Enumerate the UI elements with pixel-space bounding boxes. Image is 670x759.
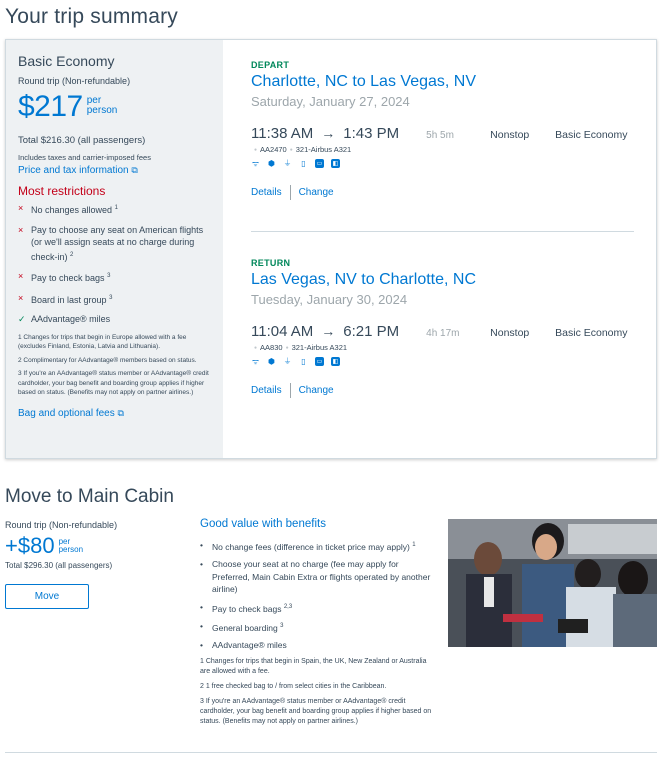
benefit-item [200,558,435,596]
power-icon: ⏚ [283,357,292,366]
tv-icon: ▭ [316,359,323,365]
per-label: per [86,95,102,106]
tv-icon: ▭ [316,161,323,167]
amenities [251,357,636,366]
arrival-time: 6:21 PM [343,323,400,340]
return-details-link[interactable]: Details [251,385,282,396]
return-label: RETURN [251,258,291,268]
check-icon: ✓ [18,314,26,324]
move-button[interactable]: Move [5,584,89,609]
main-cabin-benefits [200,518,435,732]
trip-type: Round trip (Non-refundable) [5,520,118,530]
benefit-item [200,639,435,652]
restriction-text: Pay to check bags [31,273,105,283]
footnote-ref: 1 [412,542,416,548]
return-change-link[interactable]: Change [298,385,334,396]
power-icon: ⏚ [283,159,292,168]
arrow-right-icon: → [321,323,336,339]
app-icon: ◧ [332,359,339,365]
departure-time: 11:04 AM [251,323,314,340]
divider [290,383,291,398]
aircraft: 321-Airbus A321 [295,145,352,154]
airline-logo-icon: ● [254,345,258,352]
benefit-text: Choose your seat at no charge (fee may apply for Preferred, Main Cabin Extra or flights operated by another airline) [212,559,431,595]
footnote: 3 If you're an AAdvantage® status member or AAdvantage® credit cardholder, your bag benefit and boarding group applies if higher based on status. (Benefits may not apply on partner airlines.) [18,370,209,396]
footnote-ref: 2 [70,251,74,258]
bullet: • [200,601,203,612]
cabin-passengers-image [448,519,657,647]
footnote-ref: 3 [280,623,284,630]
footnote-ref: 2,3 [283,603,293,610]
upgrade-total: Total $296.30 (all passengers) [5,561,113,570]
flight-number: AA2470 [260,145,287,154]
bag-fees-link-label: Bag and optional fees [18,407,115,419]
restriction-item [18,270,211,285]
depart-label: DEPART [251,60,290,70]
popup-icon: ⧉ [131,165,138,175]
price-tax-link[interactable] [18,165,211,176]
trip-type: Round trip (Non-refundable) [18,76,131,86]
restriction-text: AAdvantage® miles [31,314,111,324]
footnote: 2 1 free checked bag to / from select cities in the Caribbean. [200,682,387,690]
benefit-text: Pay to check bags [212,603,282,614]
phone-icon: ▯ [301,357,306,366]
popup-icon: ⧉ [117,407,124,418]
depart-change-link[interactable]: Change [298,187,334,198]
restriction-item [18,313,211,326]
depart-date: Saturday, January 27, 2024 [251,94,410,109]
x-icon: × [18,271,24,281]
restrictions-title: Most restrictions [18,184,106,198]
arrow-right-icon: → [321,125,336,141]
return-segment [251,258,636,398]
departure-time: 11:38 AM [251,125,314,142]
bullet: • [200,540,203,550]
depart-route: Charlotte, NC to Las Vegas, NV [251,73,476,90]
per-label: per [58,537,71,546]
benefit-item [200,601,435,615]
footnote: 3 If you're an AAdvantage® status member or AAdvantage® credit cardholder, your bag benefit and boarding group applies if higher based on status. (Benefits may not apply on partner airlines.) [200,697,432,725]
shield-icon: ⬢ [268,159,275,168]
restriction-item [18,292,211,307]
main-cabin-title: Move to Main Cabin [5,486,174,507]
person-label: person [58,545,84,554]
separator-dot: ● [285,345,289,352]
arrival-time: 1:43 PM [343,125,400,142]
benefit-text: General boarding [212,622,278,633]
benefits-list [200,539,435,652]
footnote: 2 Complimentary for AAdvantage® members based on status. [18,356,197,364]
flight-info [251,145,636,154]
fare-panel [6,40,223,458]
flight-number: AA830 [260,343,283,352]
cabin-class: Basic Economy [555,129,628,141]
depart-segment [251,60,636,200]
aircraft: 321-Airbus A321 [291,343,348,352]
bullet: • [200,621,203,632]
fare-name: Basic Economy [18,53,115,69]
depart-details-link[interactable]: Details [251,187,282,198]
segment-divider [251,231,634,232]
bullet: • [200,559,203,570]
stops: Nonstop [490,129,530,141]
price-tax-link-label: Price and tax information [18,165,129,176]
x-icon: × [18,292,24,303]
price-row [5,535,195,557]
per-person [87,96,118,116]
depart-actions [251,185,636,200]
main-cabin-price [5,520,195,609]
restrictions-list [18,202,211,326]
app-icon: ◧ [332,161,339,167]
flight-duration: 5h 5m [426,130,454,141]
upgrade-price: +$80 [5,533,55,558]
restriction-text: Board in last group [31,294,107,305]
flight-duration: 4h 17m [426,328,460,339]
footnote: 1 Changes for trips that begin in Spain, the UK, New Zealand or Australia are allowed with a fee. [200,657,427,675]
benefit-text: No change fees (difference in ticket price may apply) [212,541,410,552]
restriction-item [18,224,211,264]
benefit-item [200,539,435,553]
person-label: person [86,105,118,116]
wifi-icon: ᯤ [251,159,260,168]
itinerary-panel [223,40,656,458]
includes-taxes: Includes taxes and carrier-imposed fees [18,153,151,162]
benefit-text: AAdvantage® miles [212,640,287,651]
restriction-text: Pay to choose any seat on American flights (or we'll assign seats at no charge during check-in) [31,224,204,262]
phone-icon: ▯ [301,159,306,168]
page-title: Your trip summary [5,5,179,28]
cabin-class: Basic Economy [555,327,628,339]
x-icon: × [18,224,24,235]
flight-info [251,343,636,352]
separator-dot: ● [289,147,293,154]
return-date: Tuesday, January 30, 2024 [251,292,408,307]
return-times [251,323,636,340]
price-row [18,91,211,123]
footnote: 1 Changes for trips that begin in Europe allowed with a fee (excludes Finland, Estonia, Latvia and Lithuania). [18,333,187,350]
bag-fees-link[interactable] [18,408,211,419]
depart-times [251,125,636,142]
x-icon: × [18,203,24,213]
trip-summary-card [5,39,657,459]
main-cabin-photo [448,519,657,647]
wifi-icon: ᯤ [251,357,260,366]
restriction-text: No changes allowed [31,205,113,215]
bullet: • [200,640,203,651]
restriction-item [18,202,211,217]
fare-price: $217 [18,90,83,123]
section-divider [5,752,657,753]
return-route: Las Vegas, NV to Charlotte, NC [251,271,476,288]
airline-logo-icon: ● [254,147,258,154]
footnote-ref: 1 [114,205,118,211]
footnote-ref: 3 [109,294,113,301]
benefit-item [200,620,435,634]
return-actions [251,383,636,398]
per-person [59,538,83,554]
footnote-ref: 3 [107,273,111,279]
benefits-title: Good value with benefits [200,518,326,530]
fare-total: Total $216.30 (all passengers) [18,135,146,146]
stops: Nonstop [490,327,530,339]
amenities [251,159,636,168]
divider [290,185,291,200]
shield-icon: ⬢ [268,357,275,366]
